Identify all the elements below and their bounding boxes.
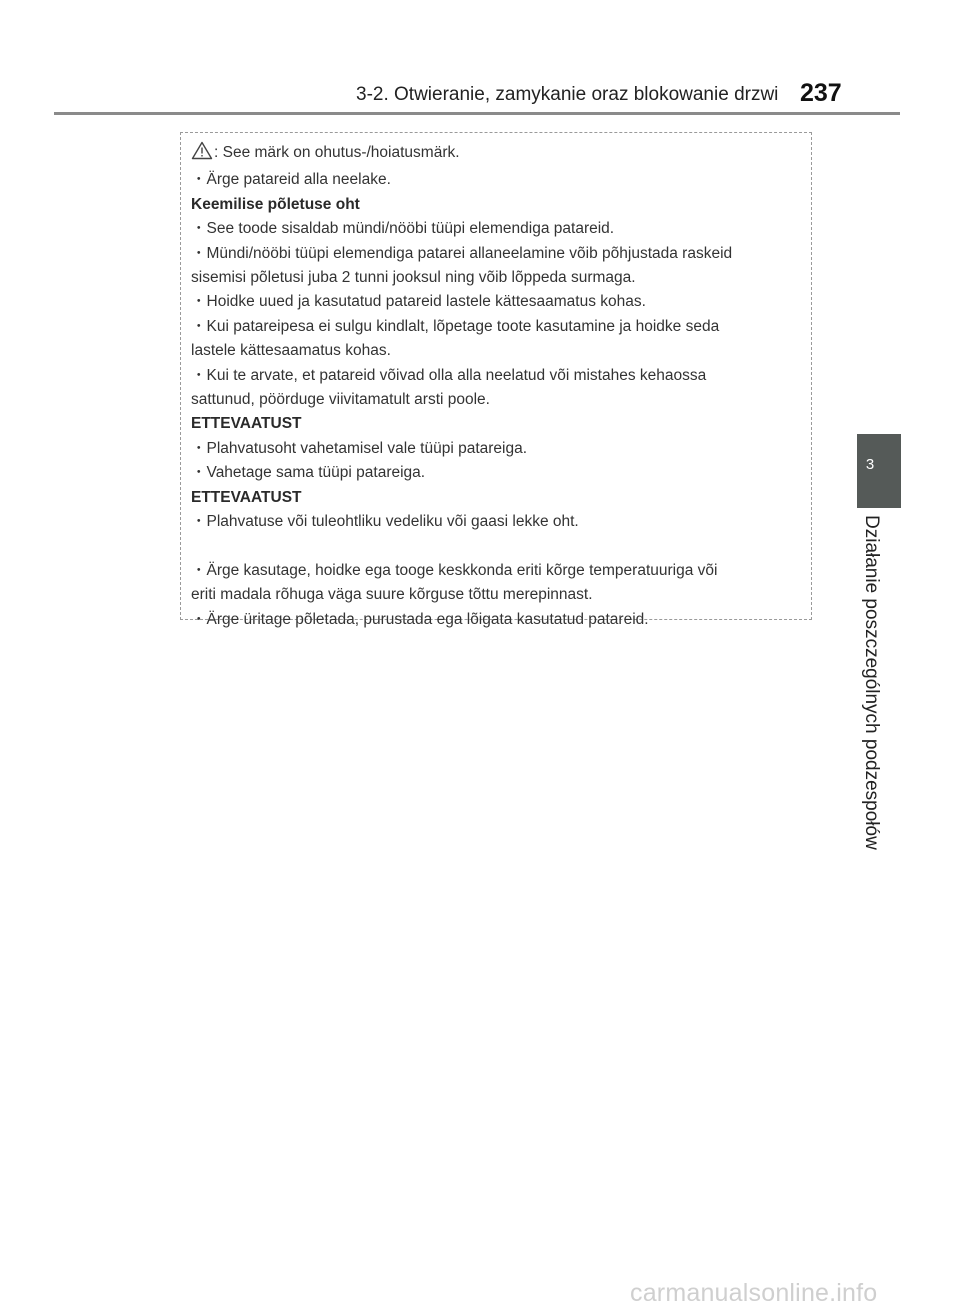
notice-heading xyxy=(191,193,811,217)
notice-line-text: ETTEVAATUST xyxy=(191,415,302,433)
notice-line xyxy=(191,217,811,241)
notice-line-text: ・Kui te arvate, et patareid võivad olla alla neelatud või mistahes kehaossa xyxy=(191,366,707,384)
notice-line-text: ・Ärge kasutage, hoidke ega tooge keskkonda eriti kõrge temperatuuriga või xyxy=(191,561,718,579)
site-watermark: carmanualsonline.info xyxy=(630,1279,878,1307)
notice-line xyxy=(191,388,811,412)
notice-line xyxy=(191,608,811,632)
notice-line-text: ・Ärge patareid alla neelake. xyxy=(191,171,391,189)
notice-line-text: ・Plahvatusoht vahetamisel vale tüüpi patareiga. xyxy=(191,439,528,457)
notice-line-text: ・See toode sisaldab mündi/nööbi tüüpi elemendiga patareid. xyxy=(191,220,615,238)
notice-line-text: lastele kättesaamatus kohas. xyxy=(191,342,391,360)
notice-line xyxy=(191,535,811,559)
notice-line-text: ・Kui patareipesa ei sulgu kindlalt, lõpetage toote kasutamine ja hoidke seda xyxy=(191,317,720,335)
notice-line xyxy=(191,266,811,290)
chapter-tab-number: 3 xyxy=(865,456,875,473)
notice-line xyxy=(191,559,811,583)
battery-warning-notice xyxy=(180,132,812,628)
notice-line-text: Keemilise põletuse oht xyxy=(191,195,360,213)
notice-line-text: ・Plahvatuse või tuleohtliku vedeliku või gaasi lekke oht. xyxy=(191,513,579,531)
notice-line-text: ・Mündi/nööbi tüüpi elemendiga patarei allaneelamine võib põhjustada raskeid xyxy=(191,244,733,262)
notice-line xyxy=(191,510,811,534)
page-number: 237 xyxy=(800,79,842,107)
notice-line xyxy=(191,461,811,485)
notice-line xyxy=(191,141,811,168)
notice-line-text: ・Hoidke uued ja kasutatud patareid lastele kättesaamatus kohas. xyxy=(191,293,646,311)
chapter-title: 3-2. Otwieranie, zamykanie oraz blokowanie drzwi xyxy=(356,84,779,105)
notice-line-text: ・Vahetage sama tüüpi patareiga. xyxy=(191,464,426,482)
notice-line xyxy=(191,437,811,461)
notice-line-text: : See märk on ohutus-/hoiatusmärk. xyxy=(214,144,460,161)
notice-line xyxy=(191,242,811,266)
notice-heading xyxy=(191,486,811,510)
warning-triangle-icon xyxy=(191,141,213,168)
notice-line xyxy=(191,290,811,314)
notice-line xyxy=(191,583,811,607)
chapter-side-label xyxy=(860,515,896,855)
chapter-tab xyxy=(857,434,901,508)
notice-line-text: ・Ärge üritage põletada, purustada ega lõigata kasutatud patareid. xyxy=(191,610,649,628)
notice-line xyxy=(191,315,811,339)
notice-line xyxy=(191,364,811,388)
notice-line xyxy=(191,168,811,192)
header-divider xyxy=(54,112,900,115)
notice-line-text: ETTEVAATUST xyxy=(191,488,302,506)
notice-line-text: eriti madala rõhuga väga suure kõrguse tõttu merepinnast. xyxy=(191,586,593,604)
chapter-side-label-text: Działanie poszczególnych podzespołów xyxy=(861,515,882,850)
notice-line-text: sisemisi põletusi juba 2 tunni jooksul ning võib lõppeda surmaga. xyxy=(191,269,636,287)
notice-line xyxy=(191,339,811,363)
notice-heading xyxy=(191,412,811,436)
notice-line-text: sattunud, pöörduge viivitamatult arsti poole. xyxy=(191,391,490,409)
